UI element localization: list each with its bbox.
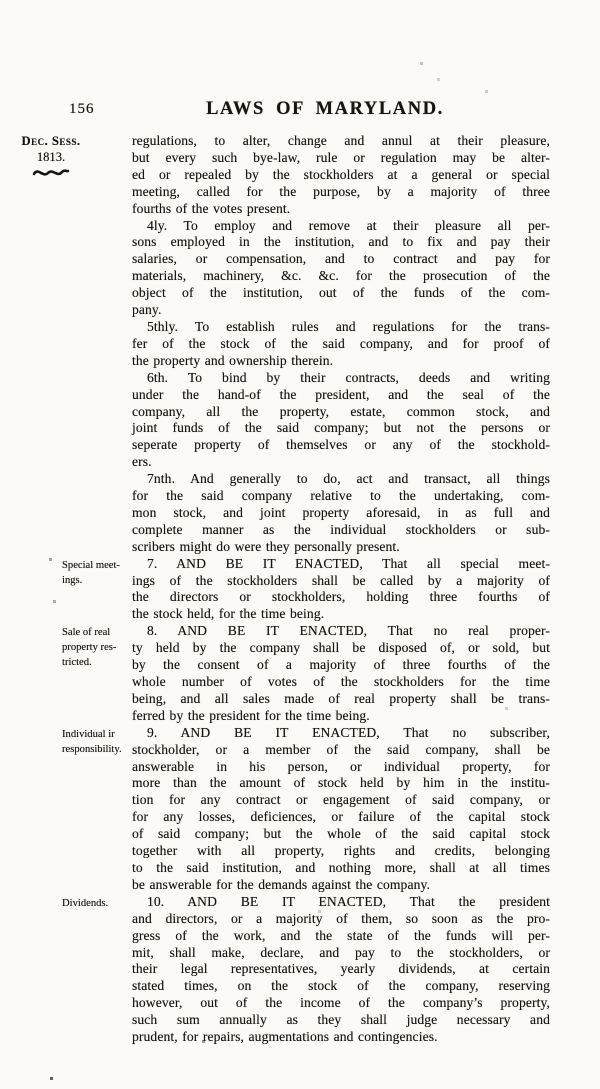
margin-note xyxy=(0,623,132,724)
text-line: such sum annually as they shall judge necessary and xyxy=(132,1012,550,1028)
page-number: 156 xyxy=(69,101,95,117)
text-line: be answerable for the demands against the company. xyxy=(132,876,430,892)
text-line: 5thly. To establish rules and regulations for the trans- xyxy=(147,318,550,334)
text-line: seperate property of themselves or any of the stockhold- xyxy=(132,437,550,453)
text-line: by the consent of a majority of three fourths of the xyxy=(132,657,550,673)
body-paragraph xyxy=(132,218,550,319)
text-line: mon stock, and joint property aforesaid, in as full and xyxy=(132,504,550,520)
text-line: 9. AND BE IT ENACTED, That no subscriber, xyxy=(147,724,550,740)
text-line: 10. AND BE IT ENACTED, That the president xyxy=(147,893,550,909)
margin-note-line: Sale of real xyxy=(62,627,111,639)
text-line: joint funds of the said company; but not the persons or xyxy=(132,420,550,436)
margin-note xyxy=(0,319,132,370)
text-line: answerable in his person, or individual property, for xyxy=(132,758,550,774)
text-line: mit, shall make, declare, and pay to the stockholders, or xyxy=(132,944,550,960)
body-paragraph xyxy=(132,556,550,624)
margin-note-line: property res- xyxy=(62,642,117,654)
text-line: their legal representatives, yearly dividends, at certain xyxy=(132,961,550,977)
margin-note xyxy=(0,471,132,556)
margin-note-line: responsibility. xyxy=(62,743,122,755)
text-line: 4ly. To employ and remove at their pleasure all per- xyxy=(147,217,550,233)
text-line: ed or repealed by the stockholders at a general or special xyxy=(132,166,550,182)
text-line: 7. AND BE IT ENACTED, That all special meet- xyxy=(147,555,550,571)
text-line: salaries, or compensation, and to contract and pay for xyxy=(132,251,550,267)
margin-note-line: Dec. Sess. xyxy=(21,134,81,148)
text-line: being, and all sales made of real property shall be trans- xyxy=(132,690,550,706)
margin-note-line: Dividends. xyxy=(62,897,109,909)
text-line: the stock held, for the time being. xyxy=(132,606,325,622)
text-line: ferred by the president for the time being. xyxy=(132,707,370,723)
text-line: gress of the work, and the state of the funds will per- xyxy=(132,927,550,943)
session-margin-note xyxy=(12,133,90,218)
text-line: object of the institution, out of the funds of the com- xyxy=(132,285,550,301)
text-line: sons employed in the institution, and to fix and pay their xyxy=(132,234,550,250)
text-line: and directors, or a majority of them, so soon as the pro- xyxy=(132,910,550,926)
text-line: together with all property, rights and credits, belonging xyxy=(132,843,550,859)
margin-note xyxy=(0,218,132,319)
text-line: 6th. To bind by their contracts, deeds and writing xyxy=(147,369,550,385)
text-line: fourths of the votes present. xyxy=(132,200,291,216)
text-line: pany. xyxy=(132,302,162,318)
text-line: under the hand-of the president, and the seal of the xyxy=(132,386,550,402)
body-paragraph xyxy=(132,370,550,471)
margin-note-line: 1813. xyxy=(36,150,66,164)
text-line: materials, machinery, &c. &c. for the prosecution of the xyxy=(132,268,550,284)
margin-note xyxy=(0,556,132,624)
text-line: prudent, for repairs, augmentations and contingencies. xyxy=(132,1029,438,1045)
text-line: 8. AND BE IT ENACTED, That no real proper- xyxy=(147,623,550,639)
text-line: the property and ownership therein. xyxy=(132,352,334,368)
text-line: stockholder, or a member of the said company, shall be xyxy=(132,741,550,757)
margin-note-line: Individual ir xyxy=(62,728,115,740)
text-line: company, all the property, estate, common stock, and xyxy=(132,403,550,419)
text-line: meeting, called for the purpose, by a majority of three xyxy=(132,183,550,199)
body-paragraph xyxy=(132,471,550,556)
text-line: scribers might do were they personally present. xyxy=(132,538,400,554)
text-line: more than the amount of stock held by him in the institu- xyxy=(132,775,550,791)
wavy-flourish-icon xyxy=(32,166,70,179)
text-line: but every such bye-law, rule or regulation may be alter- xyxy=(132,149,550,165)
margin-note-line: ings. xyxy=(62,574,83,586)
text-line: complete manner as the individual stockholders or sub- xyxy=(132,521,550,537)
body-paragraph xyxy=(132,725,550,894)
text-line: whole number of votes of the stockholders for the time xyxy=(132,674,550,689)
text-line: ty held by the company shall be disposed of, or sold, but xyxy=(132,640,550,656)
body-paragraph xyxy=(132,319,550,370)
margin-note-line: Special meet- xyxy=(62,559,120,571)
text-line: stated times, on the stock of the company, reserving xyxy=(132,978,550,994)
margin-note-line: tricted. xyxy=(62,657,92,669)
running-title: LAWS OF MARYLAND. xyxy=(206,99,444,119)
text-line: of said company; but the whole of the said capital stock xyxy=(132,826,550,842)
margin-note xyxy=(0,894,132,1046)
margin-note xyxy=(0,725,132,894)
text-line: for any losses, deficiences, or failure of the capital stock xyxy=(132,809,550,825)
margin-note xyxy=(0,370,132,471)
body-paragraph xyxy=(132,133,550,218)
text-line: ers. xyxy=(132,454,152,470)
text-line: ings of the stockholders shall be called by a majority of xyxy=(132,572,550,588)
text-line: tion for any contract or engagement of said company, or xyxy=(132,792,550,808)
text-line: for the said company relative to the undertaking, com- xyxy=(132,488,550,504)
text-line: to the said institution, and nothing more, shall at all times xyxy=(132,859,550,875)
text-line: regulations, to alter, change and annul at their pleasure, xyxy=(132,133,550,148)
content-grid xyxy=(0,133,550,1046)
text-line: fer of the stock of the said company, and for proof of xyxy=(132,335,550,351)
text-line: however, out of the income of the company’s property, xyxy=(132,995,550,1011)
text-line: 7nth. And generally to do, act and transact, all things xyxy=(147,471,550,487)
page-header xyxy=(0,99,600,125)
text-line: the directors or stockholders, holding three fourths of xyxy=(132,589,550,605)
body-paragraph xyxy=(132,623,550,724)
body-paragraph xyxy=(132,894,550,1046)
